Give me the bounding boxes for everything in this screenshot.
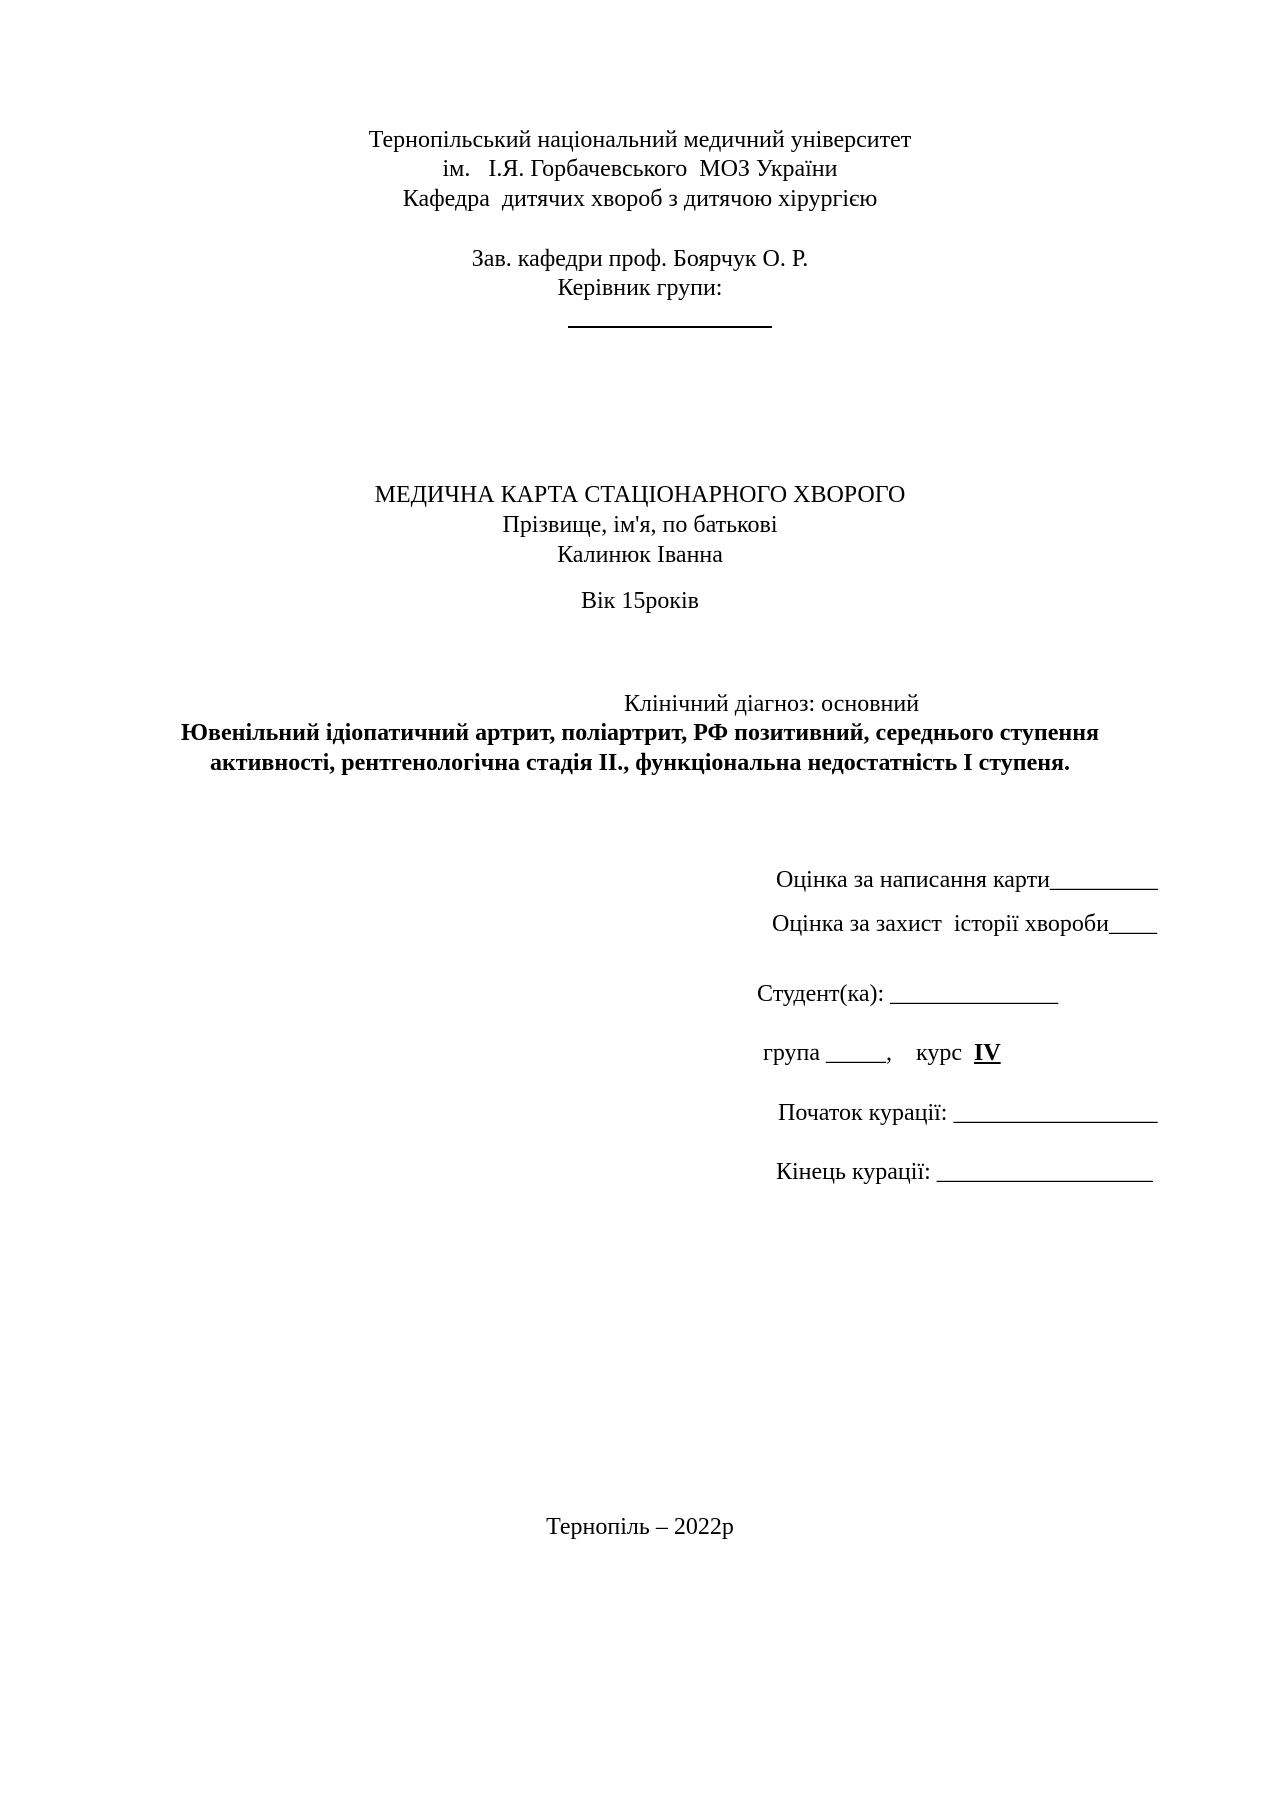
curation-start-field: Початок курації: _________________ [778,1100,1158,1126]
patient-name-label: Прізвище, ім'я, по батькові [502,512,778,538]
head-of-department: Зав. кафедри проф. Боярчук О. Р. [471,246,809,272]
department-name: Кафедра дитячих хвороб з дитячою хірургією [402,186,878,212]
patient-name: Калинюк Іванна [557,542,723,568]
course-value: IV [974,1040,1001,1066]
patient-age: Вік 15років [581,588,699,614]
curation-end-field: Кінець курації: __________________ [776,1159,1153,1185]
group-course-prefix: група _____, курс [763,1040,974,1066]
city-year: Тернопіль – 2022р [546,1514,734,1540]
diagnosis-line-1: Ювенільний ідіопатичний артрит, поліартрит, РФ позитивний, середнього ступення [181,720,1099,746]
group-course-field [763,1039,1001,1068]
university-name: Тернопільський національний медичний університет [368,127,912,153]
card-title: МЕДИЧНА КАРТА СТАЦІОНАРНОГО ХВОРОГО [374,482,906,508]
group-leader-signature-line [568,326,772,328]
history-grade-field: Оцінка за захист історії хвороби____ [772,911,1157,937]
university-named-after: ім. І.Я. Горбачевського МОЗ України [442,156,838,182]
card-grade-field: Оцінка за написання карти_________ [776,867,1158,893]
student-field: Студент(ка): ______________ [757,981,1059,1007]
group-leader-label: Керівник групи: [557,275,723,301]
diagnosis-label: Клінічний діагноз: основний [624,691,920,717]
diagnosis-line-2: активності, рентгенологічна стадія ІІ., функціональна недостатність І ступеня. [209,750,1071,776]
